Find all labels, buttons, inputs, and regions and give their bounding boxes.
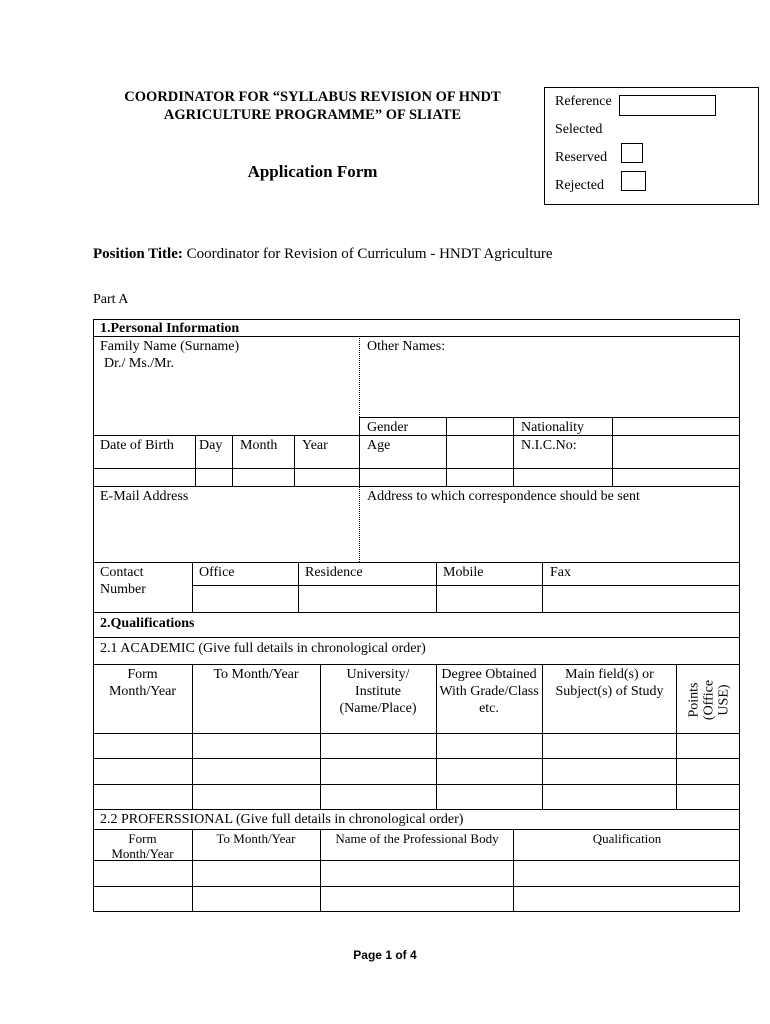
reference-label: Reference xyxy=(555,94,612,109)
position-title-value: Coordinator for Revision of Curriculum - HNDT Agriculture xyxy=(186,246,553,262)
office-phone-label: Office xyxy=(199,565,235,580)
reserved-checkbox[interactable] xyxy=(621,143,643,163)
family-name-label: Family Name (Surname) xyxy=(100,339,240,354)
academic-col-institute: University/ Institute (Name/Place) xyxy=(339,667,417,716)
academic-col-degree: Degree Obtained With Grade/Class etc. xyxy=(439,667,539,716)
page-current: 1 xyxy=(385,948,392,962)
nic-label: N.I.C.No: xyxy=(521,438,577,453)
mobile-phone-field[interactable] xyxy=(438,587,540,610)
gender-field[interactable] xyxy=(449,419,511,434)
professional-heading: 2.2 PROFERSSIONAL (Give full details in chronological order) xyxy=(100,812,464,827)
date-of-birth-label: Date of Birth xyxy=(100,438,174,453)
reference-field[interactable] xyxy=(619,95,716,116)
position-title xyxy=(93,246,553,263)
mobile-phone-label: Mobile xyxy=(443,565,484,580)
qualifications-heading: 2.Qualifications xyxy=(100,616,195,631)
page-number xyxy=(0,948,770,962)
academic-col-points xyxy=(680,668,738,732)
rejected-checkbox[interactable] xyxy=(621,171,646,191)
professional-col-qualification: Qualification xyxy=(592,831,662,846)
academic-col-to: To Month/Year xyxy=(213,667,299,682)
page-word: Page xyxy=(353,948,382,962)
office-phone-field[interactable] xyxy=(194,587,296,610)
reserved-label: Reserved xyxy=(555,150,608,165)
residence-phone-field[interactable] xyxy=(300,587,434,610)
age-label: Age xyxy=(367,438,391,453)
residence-phone-label: Residence xyxy=(305,565,363,580)
family-name-field[interactable] xyxy=(96,372,356,432)
professional-row[interactable] xyxy=(94,887,739,911)
professional-col-to: To Month/Year xyxy=(216,831,296,846)
other-names-label: Other Names: xyxy=(367,339,446,354)
page-of: of xyxy=(395,948,407,962)
professional-col-from: Form Month/Year xyxy=(111,831,174,861)
nationality-label: Nationality xyxy=(521,420,584,435)
year-label: Year xyxy=(302,438,328,453)
fax-label: Fax xyxy=(550,565,571,580)
header-line-1: COORDINATOR FOR “SYLLABUS REVISION OF HNDT xyxy=(124,89,501,105)
dob-month-field[interactable] xyxy=(234,470,292,484)
academic-row[interactable] xyxy=(94,785,739,809)
dob-day-field[interactable] xyxy=(197,470,230,484)
other-names-field[interactable] xyxy=(362,356,736,414)
professional-row[interactable] xyxy=(94,861,739,886)
email-field[interactable] xyxy=(96,506,356,560)
age-field[interactable] xyxy=(449,437,511,484)
form-header xyxy=(90,88,535,124)
academic-row[interactable] xyxy=(94,759,739,784)
nic-field[interactable] xyxy=(615,437,737,484)
selected-label: Selected xyxy=(555,122,603,137)
dob-year-field[interactable] xyxy=(296,470,357,484)
professional-col-body: Name of the Professional Body xyxy=(335,831,499,846)
header-line-2: AGRICULTURE PROGRAMME” OF SLIATE xyxy=(163,107,462,123)
page-total: 4 xyxy=(410,948,417,962)
academic-col-from: Form Month/Year xyxy=(108,667,177,699)
position-title-label: Position Title: xyxy=(93,246,183,262)
fax-field[interactable] xyxy=(544,587,737,610)
nationality-field[interactable] xyxy=(615,419,737,434)
month-label: Month xyxy=(240,438,278,453)
part-label: Part A xyxy=(93,292,129,307)
academic-col-subjects: Main field(s) or Subject(s) of Study xyxy=(555,667,664,699)
number-label: Number xyxy=(100,582,146,597)
academic-row[interactable] xyxy=(94,734,739,758)
address-field[interactable] xyxy=(362,506,736,560)
rejected-label: Rejected xyxy=(555,178,604,193)
academic-heading: 2.1 ACADEMIC (Give full details in chronological order) xyxy=(100,641,426,656)
address-label: Address to which correspondence should be sent xyxy=(367,489,640,504)
form-title: Application Form xyxy=(247,162,378,181)
day-label: Day xyxy=(199,438,223,453)
email-label: E-Mail Address xyxy=(100,489,189,504)
personal-info-heading: 1.Personal Information xyxy=(100,321,240,336)
contact-label: Contact xyxy=(100,565,144,580)
title-options-label: Dr./ Ms./Mr. xyxy=(104,356,175,371)
academic-col-points-text: Points (Office USE) xyxy=(686,679,732,721)
gender-label: Gender xyxy=(367,420,409,435)
